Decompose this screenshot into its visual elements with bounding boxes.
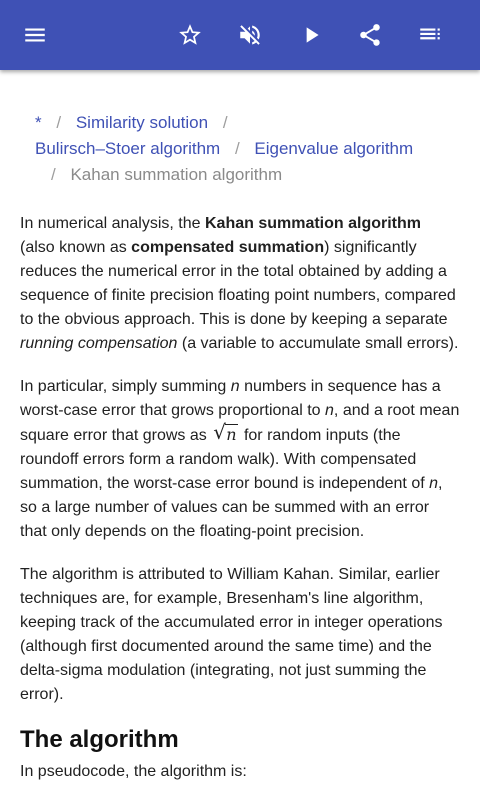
play-button[interactable]: [287, 11, 335, 59]
text-span: In numerical analysis, the: [20, 215, 205, 232]
paragraph-attribution: The algorithm is attributed to William Kahan. Similar, earlier techniques are, for example, Bresenham's line algorithm, keeping track of the accumulated error in integer operations (although first documented around the same time) and the delta-sigma modulation (integrating, not just summing the error).: [20, 566, 443, 703]
text-span: (also known as: [20, 239, 132, 256]
text-span: ) significantly reduces the numerical error in the total obtained by adding a sequence of finite precision floating point numbers, compared to the obvious approach. This is done by keeping a separate: [20, 239, 456, 328]
text-span: In particular, simply summing: [20, 378, 231, 395]
term-kahan-summation: Kahan summation algorithm: [204, 215, 422, 232]
breadcrumb-link-bulirsch-stoer[interactable]: Bulirsch–Stoer algorithm: [35, 139, 221, 158]
breadcrumb-separator: /: [56, 113, 62, 132]
breadcrumb-separator: /: [51, 165, 56, 184]
section-heading-the-algorithm: The algorithm: [20, 726, 179, 753]
math-variable-n: n: [325, 402, 334, 419]
sqrt-radicand: n: [226, 425, 237, 444]
app-toolbar: [0, 0, 480, 70]
play-icon: [298, 22, 324, 48]
mute-icon: [237, 22, 263, 48]
breadcrumb-home-link[interactable]: *: [35, 113, 42, 132]
breadcrumb-current: Kahan summation algorithm: [70, 165, 283, 184]
breadcrumb-separator: /: [234, 139, 240, 158]
term-running-compensation: running compensation: [20, 335, 178, 352]
star-icon: [177, 22, 203, 48]
math-sqrt-n: [213, 420, 237, 447]
text-span: for random inputs (the roundoff errors form a random walk). With compensated summation, the worst-case error bound is independent of: [20, 427, 430, 492]
text-span: , so a large number of values can be summed with an error that only depends on the floating-point precision.: [20, 475, 443, 540]
breadcrumb-separator: /: [222, 113, 228, 132]
share-button[interactable]: [346, 11, 394, 59]
sqrt-symbol: √: [213, 420, 226, 444]
page-content: [0, 70, 480, 800]
text-span: (a variable to accumulate small errors).: [177, 335, 459, 352]
math-variable-n: n: [429, 475, 439, 492]
list-icon: [417, 22, 443, 48]
paragraph-error-growth: [20, 375, 460, 544]
breadcrumb-link-similarity-solution[interactable]: Similarity solution: [75, 113, 209, 132]
text-span: , and a root mean square error that grows as: [20, 402, 460, 444]
share-icon: [357, 22, 383, 48]
menu-icon: [22, 22, 48, 48]
article-body: [20, 212, 460, 800]
paragraph-intro: [20, 212, 460, 356]
math-variable-n: n: [230, 378, 240, 395]
favorite-button[interactable]: [166, 11, 214, 59]
breadcrumb-link-eigenvalue-algorithm[interactable]: Eigenvalue algorithm: [254, 139, 414, 158]
paragraph-pseudocode-intro: In pseudocode, the algorithm is:: [20, 763, 247, 780]
term-compensated-summation: compensated summation: [131, 239, 325, 256]
text-span: numbers in sequence has a worst-case error that grows proportional to: [20, 378, 441, 419]
contents-button[interactable]: [406, 11, 454, 59]
menu-button[interactable]: [11, 11, 59, 59]
mute-button[interactable]: [226, 11, 274, 59]
